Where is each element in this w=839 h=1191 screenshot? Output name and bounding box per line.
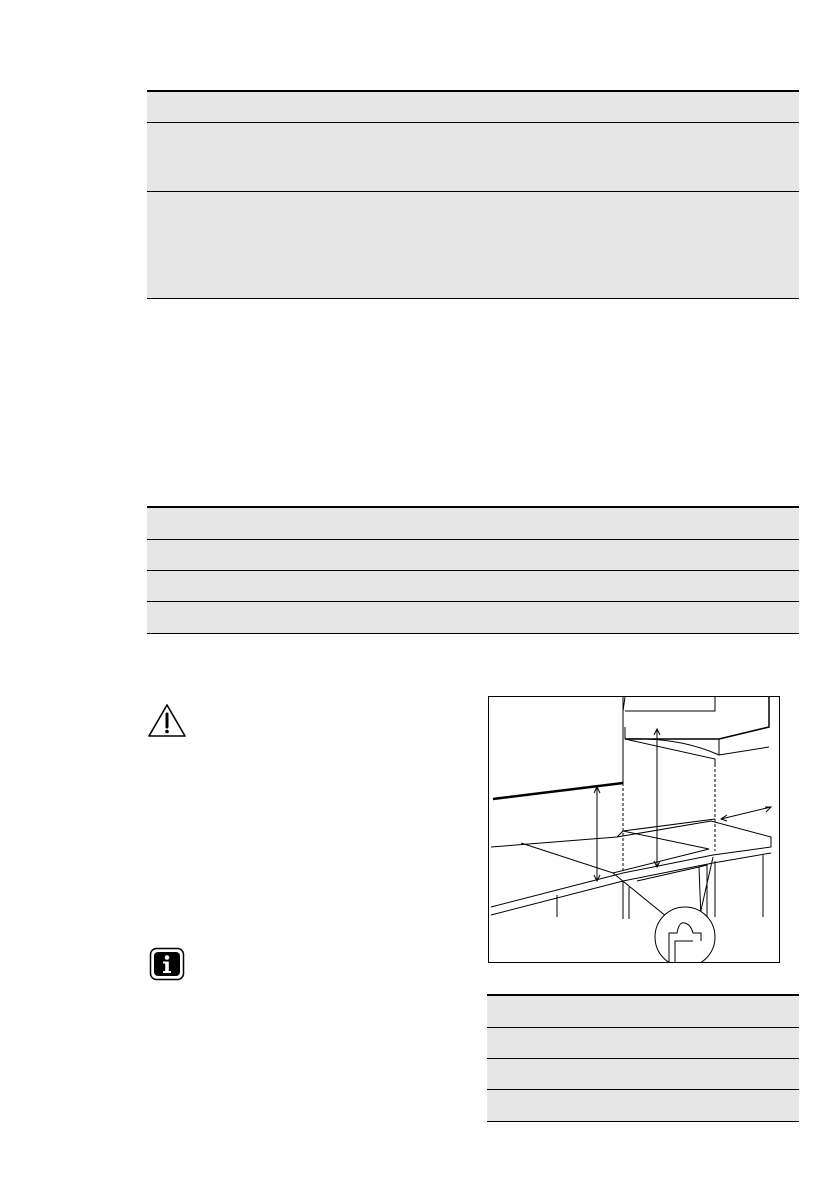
table-bottom-rule [147, 298, 799, 299]
info-icon [149, 947, 185, 981]
table-row [147, 571, 799, 601]
installation-diagram [488, 696, 780, 963]
table-row [147, 192, 799, 298]
table-row [147, 540, 799, 570]
table-row [147, 602, 799, 633]
table-row [487, 1028, 799, 1058]
table-row [487, 1090, 799, 1121]
table-header-row [147, 508, 799, 539]
table-header-row [487, 996, 799, 1027]
table-bottom-rule [487, 1121, 799, 1122]
table-row [487, 1059, 799, 1089]
table-header-row [147, 92, 799, 122]
table-bottom-rule [147, 633, 799, 634]
warning-triangle-icon [147, 703, 187, 739]
table-row [147, 123, 799, 191]
